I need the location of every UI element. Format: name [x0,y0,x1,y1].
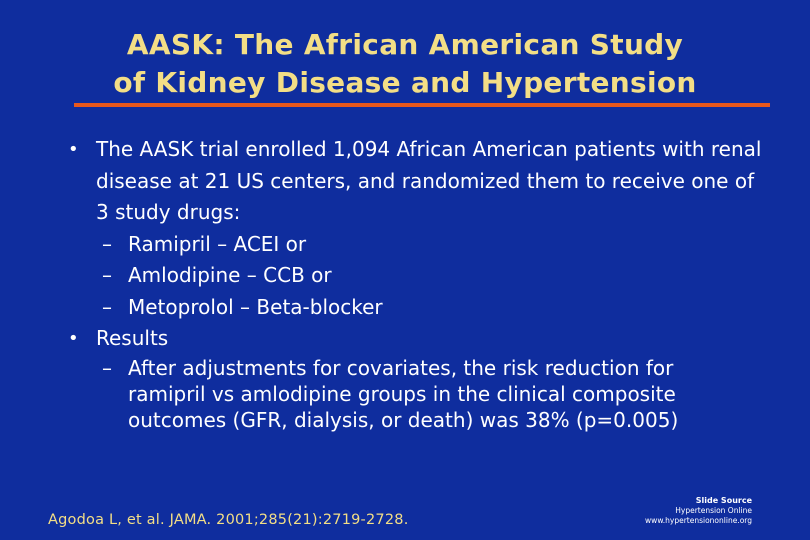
slide-source-name: Hypertension Online [675,506,752,515]
slide-source-title: Slide Source [695,496,752,505]
dash-icon: – [102,231,112,256]
dash-icon: – [102,294,112,319]
bullet-results-text: Results [96,326,169,350]
dash-icon: – [102,355,112,380]
subitem-risk-reduction [0,355,810,433]
dash-icon: – [102,263,112,287]
slide-title-line-1: AASK: The African American Study [126,28,684,61]
subitem-risk-reduction-text: After adjustments for covariates, the risk reduction for ramipril vs amlodipine groups in the clinical composite outcomes (GFR, dialysis, or death) was 38% (p=0.005) [128,355,679,432]
bullet-icon: • [68,139,79,160]
bullet-icon: • [68,328,79,349]
slide-body [0,134,810,433]
bullet-results [0,323,810,355]
title-divider [74,103,770,107]
bullet-enrollment [0,134,810,229]
subitem-amlodipine [0,260,810,292]
slide-source-url: www.hypertensiononline.org [645,516,752,525]
slide-title [0,26,810,102]
slide-title-line-2: of Kidney Disease and Hypertension [113,66,697,99]
subitem-ramipril [0,229,810,261]
subitem-amlodipine-text: Amlodipine – CCB or [128,263,332,287]
slide-source [645,496,752,526]
bullet-enrollment-text: The AASK trial enrolled 1,094 African American patients with renal disease at 21 US centers, and randomized them to receive one of 3 study drugs: [96,137,762,224]
subitem-metoprolol-text: Metoprolol – Beta-blocker [128,294,383,319]
citation: Agodoa L, et al. JAMA. 2001;285(21):2719-2728. [48,512,409,528]
subitem-metoprolol [0,292,810,324]
subitem-ramipril-text: Ramipril – ACEI or [128,231,307,256]
